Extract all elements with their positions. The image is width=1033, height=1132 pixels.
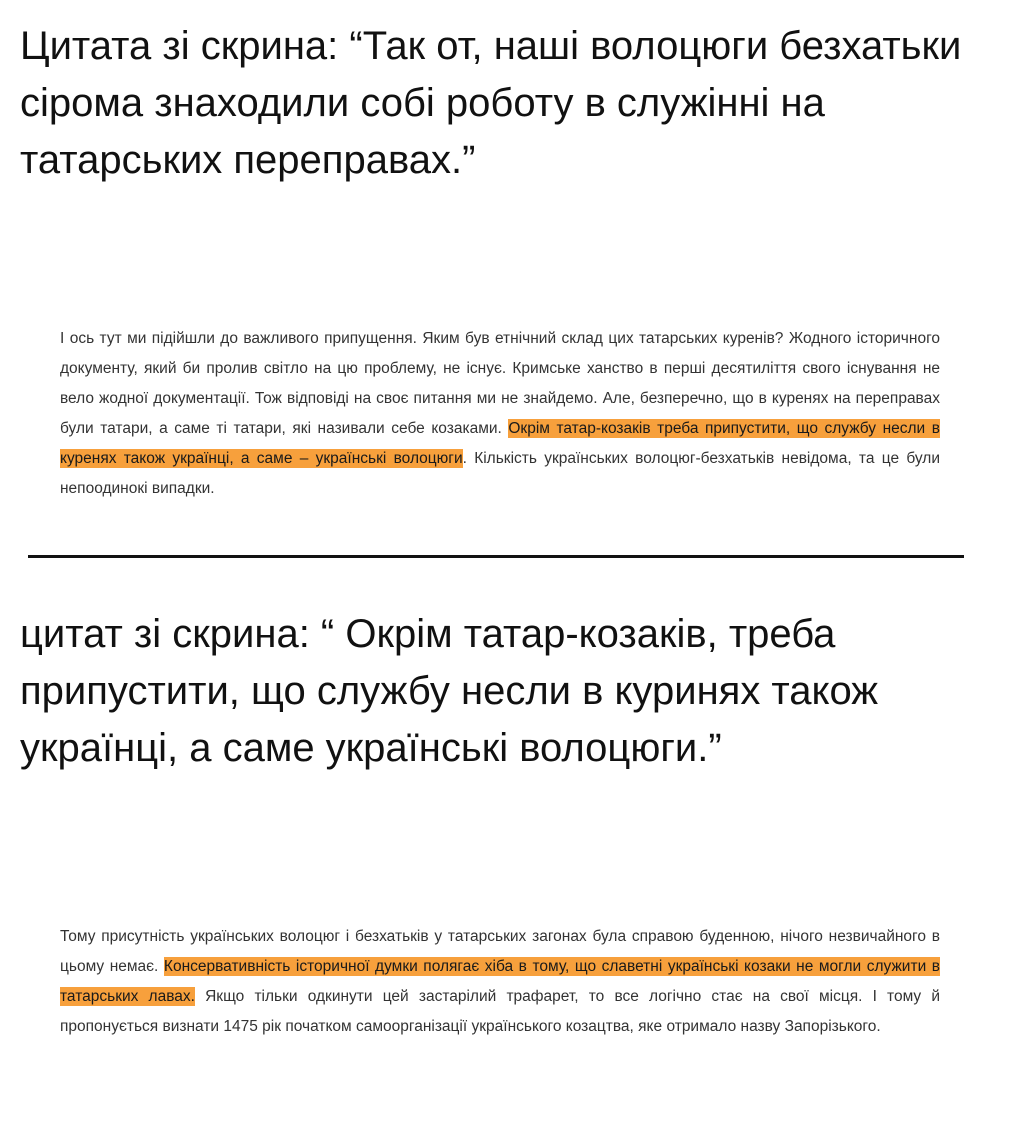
section-divider bbox=[28, 555, 964, 558]
excerpt-text-before: І ось тут ми підійшли до важливого припущення. Яким був етнічний склад цих татарських куренів? Жодного історичного документу, який би пролив світло на цю проблему, не існує. Кримське ханство в перші десятиліття свого існування не вело жодної документації. Тож відповіді на своє питання ми не знайдемо. Але, безперечно, що в куренях на переправах були татари, а саме ті татари, які називали себе козаками. bbox=[60, 330, 940, 437]
highlighted-passage: Консервативність історичної думки полягає хіба в тому, що славетні українські козаки не могли служити в татарських лавах. bbox=[60, 958, 940, 1005]
highlighted-passage: Окрім татар-козаків треба припустити, що службу несли в куренях також українці, а саме – українські волоцюги bbox=[60, 420, 940, 467]
excerpt-text-after: Якщо тільки одкинути цей застарілий трафарет, то все логічно стає на свої місця. І тому й пропонується визнати 1475 рік початком самоорганізації українського козацтва, яке отримало назву Запорізького. bbox=[60, 988, 941, 1035]
excerpt-text-before: Тому присутність українських волоцюг і безхатьків у татарських загонах була справою буденною, нічого незвичайного в цьому немає. bbox=[60, 928, 940, 975]
quoted-excerpt-first bbox=[60, 324, 940, 504]
quoted-excerpt-second bbox=[60, 922, 940, 1042]
excerpt-text-after: . Кількість українських волоцюг-безхатьків невідома, та це були непоодинокі випадки. bbox=[60, 450, 940, 497]
caption-heading-second: цитат зі скрина: “ Окрім татар-козаків, треба припустити, що службу несли в куринях також українці, а саме українські волоцюги.” bbox=[20, 612, 879, 770]
caption-heading-first: Цитата зі скрина: “Так от, наші волоцюги безхатьки сірома знаходили собі роботу в служінні на татарських переправах.” bbox=[20, 24, 962, 182]
